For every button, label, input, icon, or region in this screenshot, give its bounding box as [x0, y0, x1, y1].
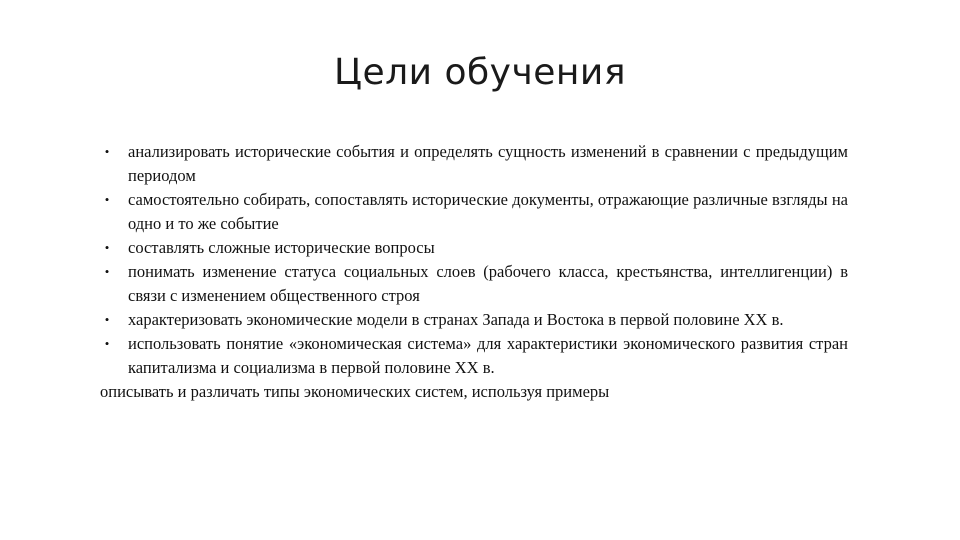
bullet-icon: •	[104, 336, 110, 351]
list-item-text: составлять сложные исторические вопросы	[128, 238, 435, 257]
list-item	[100, 308, 848, 332]
list-item	[100, 140, 848, 188]
list-item-text: использовать понятие «экономическая система» для характеристики экономического развития стран капитализма и социализма в первой половине XX в.	[128, 334, 848, 377]
slide-title: Цели обучения	[334, 52, 626, 93]
list-item-text: характеризовать экономические модели в странах Запада и Востока в первой половине XX в.	[128, 310, 784, 329]
goals-list	[100, 140, 848, 404]
list-item-text: самостоятельно собирать, сопоставлять исторические документы, отражающие различные взгляды на одно и то же событие	[128, 190, 848, 233]
bullet-icon: •	[104, 192, 110, 207]
bullet-icon: •	[104, 264, 110, 279]
bullet-icon: •	[104, 312, 110, 327]
bullet-icon: •	[104, 144, 110, 159]
list-item-text: понимать изменение статуса социальных слоев (рабочего класса, крестьянства, интеллигенции) в связи с изменением общественного строя	[128, 262, 848, 305]
tail-text: описывать и различать типы экономических систем, используя примеры	[100, 382, 610, 401]
list-item-text: анализировать исторические события и определять сущность изменений в сравнении с предыдущим периодом	[128, 142, 848, 185]
list-item	[100, 332, 848, 380]
list-item	[100, 188, 848, 236]
list-item	[100, 236, 848, 260]
list-item	[100, 260, 848, 308]
bullet-icon: •	[104, 240, 110, 255]
